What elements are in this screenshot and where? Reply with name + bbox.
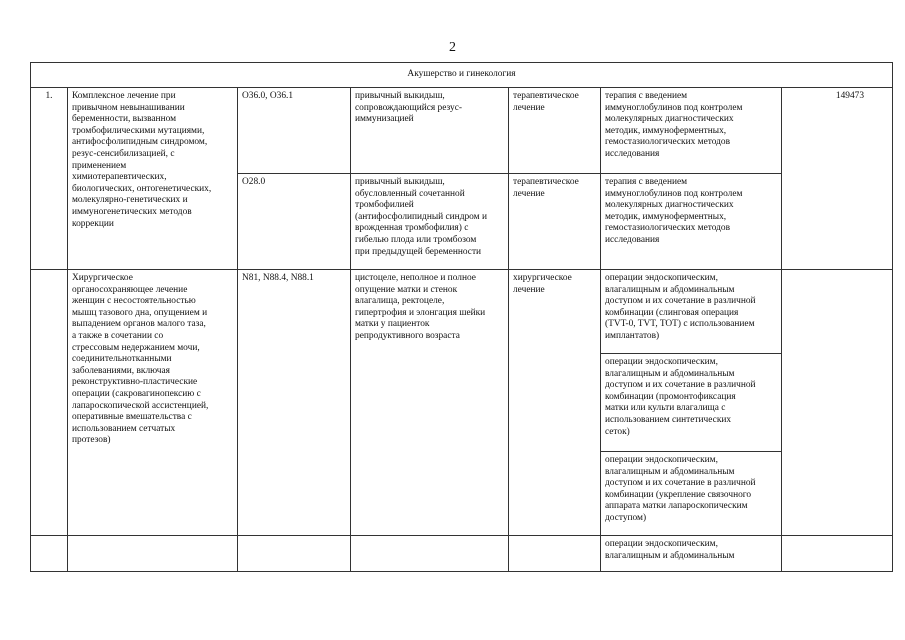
cost-value: 149473 [782,88,893,270]
treatment-method: операции эндоскопическим, влагалищным и абдоминальным [601,536,782,572]
treatment-type: хирургическое лечение [509,270,601,536]
treatment-type: терапевтическое лечение [509,174,601,270]
patient-model: привычный выкидыш, обусловленный сочетанной тромбофилией (антифосфолипидный синдром и врожденная тромбофилия) с гибелью плода или тромбозом при предыдущей беременности [351,174,509,270]
patient-model [351,536,509,572]
icd-codes: N81, N88.4, N88.1 [238,270,351,536]
icd-codes: O36.0, O36.1 [238,88,351,174]
cost-value [782,270,893,536]
care-types-table [30,62,893,572]
care-type-name: Комплексное лечение при привычном невынашивании беременности, вызванном тромбофилическими мутациями, антифосфолипидным синдромом, резус-сенсибилизацией, с применением химиотерапевтических, биологических, онтогенетических, молекулярно-генетических и иммуногенетических методов коррекции [68,88,238,270]
icd-codes [238,536,351,572]
cost-value [782,536,893,572]
section-title: Акушерство и гинекология [31,63,893,88]
treatment-type: терапевтическое лечение [509,88,601,174]
row-number [31,536,68,572]
row-number [31,270,68,536]
treatment-method: операции эндоскопическим, влагалищным и абдоминальным доступом и их сочетание в различной комбинации (слинговая операция (TVT-0, TVT, TOT) с использованием имплантатов) [601,270,782,354]
treatment-method: операции эндоскопическим, влагалищным и абдоминальным доступом и их сочетание в различной комбинации (промонтофиксация матки или культи влагалища с использованием синтетических сеток) [601,354,782,452]
treatment-type [509,536,601,572]
treatment-method: операции эндоскопическим, влагалищным и абдоминальным доступом и их сочетание в различной комбинации (укрепление связочного аппарата матки лапароскопическим доступом) [601,452,782,536]
table-row [31,536,893,572]
care-type-name: Хирургическое органосохраняющее лечение женщин с несостоятельностью мышц тазового дна, опущением и выпадением органов малого таза, а также в сочетании со стрессовым недержанием мочи, соединительнотканными заболеваниями, включая реконструктивно-пластические операции (сакровагинопексию с лапароскопической ассистенцией, оперативные вмешательства с использованием сетчатых протезов) [68,270,238,536]
treatment-method: терапия с введением иммуноглобулинов под контролем молекулярных диагностических методик, иммуноферментных, гемостазиологических методов исследования [601,88,782,174]
page-number: 2 [449,40,456,55]
table-row [31,88,893,174]
treatment-method: терапия с введением иммуноглобулинов под контролем молекулярных диагностических методик, иммуноферментных, гемостазиологических методов исследования [601,174,782,270]
icd-codes: O28.0 [238,174,351,270]
patient-model: привычный выкидыш, сопровождающийся резус- иммунизацией [351,88,509,174]
patient-model: цистоцеле, неполное и полное опущение матки и стенок влагалища, ректоцеле, гипертрофия и элонгация шейки матки у пациенток репродуктивного возраста [351,270,509,536]
table-row [31,270,893,354]
row-number: 1. [31,88,68,270]
section-header-row [31,63,893,88]
care-type-name [68,536,238,572]
